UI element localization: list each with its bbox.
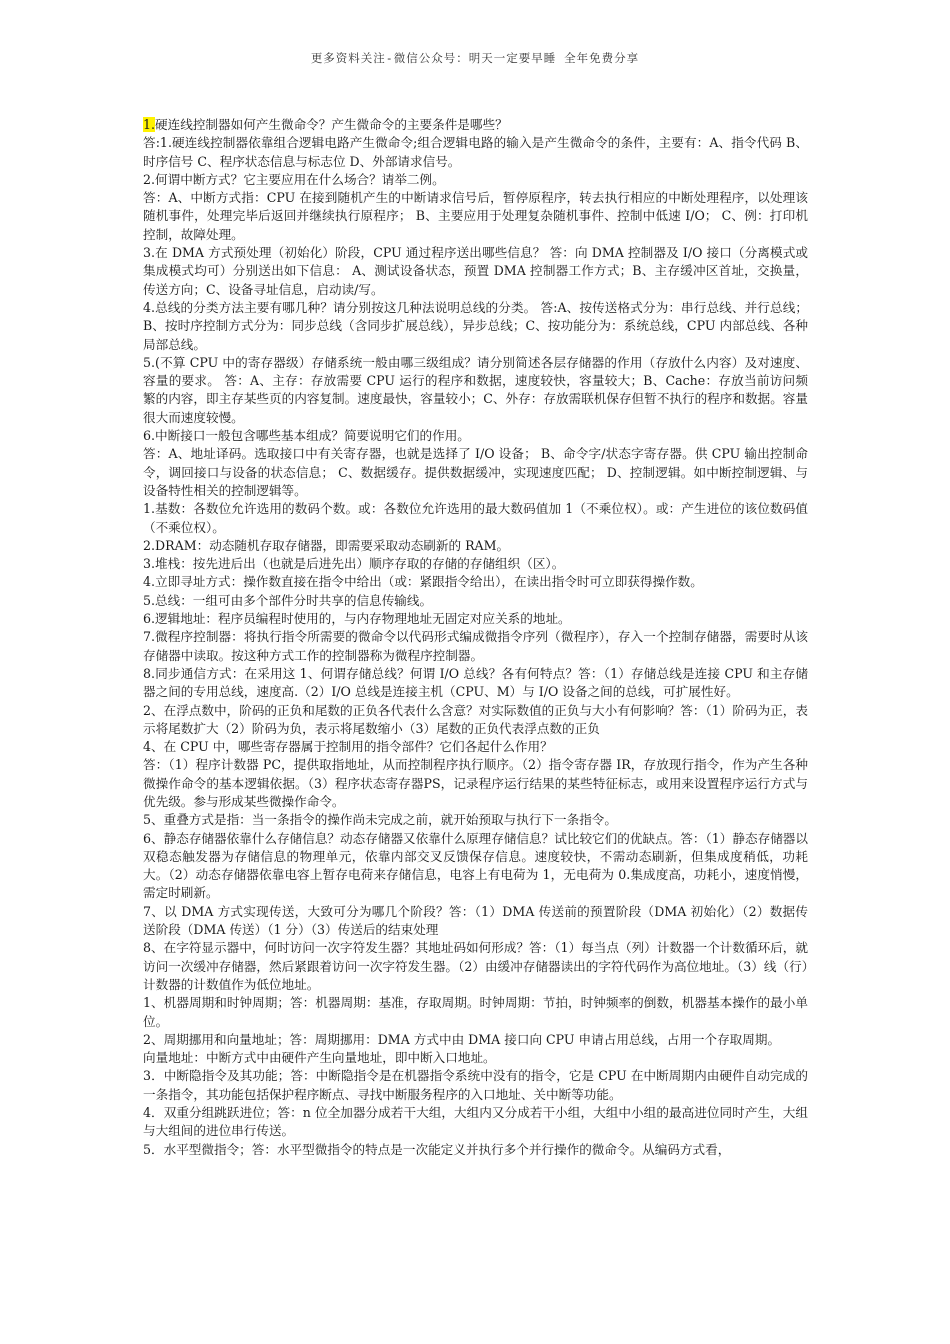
paragraph-text: 中断接口一般包含哪些基本组成？简要说明它们的作用。 <box>155 428 470 444</box>
paragraph-text: 何谓中断方式？它主要应用在什么场合？请举二例。 <box>155 171 445 187</box>
item-number: 4. <box>143 574 156 590</box>
paragraph <box>143 1049 808 1067</box>
paragraph <box>143 1067 808 1104</box>
paragraph <box>143 134 808 171</box>
paragraph <box>143 1031 808 1049</box>
paragraph-text: 硬连线控制器如何产生微命令？产生微命令的主要条件是哪些？ <box>155 117 508 132</box>
paragraph <box>143 537 808 555</box>
paragraph-text: 1、机器周期和时钟周期；答：机器周期：基准，存取周期。时钟周期：节拍，时钟频率的倒数，机器基本操作的最小单位。 <box>143 995 808 1029</box>
paragraph-text: (不算 CPU 中的寄存器级）存储系统一般由哪三级组成？请分别简述各层存储器的作用（存放什么内容）及对速度、容量的要求。 答：A、主存：存放需要 CPU 运行的程序和数据，速度较快，容量较大；B、Cache：存放当前访问频繁的内容，即主存某些页的内容复制。速度最快，容量较小；C、外存：存放需联机保存但暂不执行的程序和数据。容量很大而速度较慢。 <box>143 354 808 425</box>
paragraph-text: 3.堆栈：按先进后出（也就是后进先出）顺序存取的存储的存储组织（区）。 <box>143 556 565 572</box>
paragraph-text: 微程序控制器：将执行指令所需要的微命令以代码形式编成微指令序列（微程序），存入一个控制存储器，需要时从该存储器中读取。按这种方式工作的控制器称为微程序控制器。 <box>143 629 808 663</box>
paragraph <box>143 427 808 445</box>
paragraph-text: 答：A、地址译码。选取接口中有关寄存器，也就是选择了 I/O 设备； B、命令字/状态字寄存器。供 CPU 输出控制命令，调回接口与设备的状态信息； C、数据缓存。提供数据缓冲，实现速度匹配； D、控制逻辑。如中断控制逻辑、与设备特性相关的控制逻辑等。 <box>143 446 808 498</box>
paragraph <box>143 702 808 739</box>
paragraph <box>143 445 808 500</box>
paragraph-text: 逻辑地址：程序员编程时使用的，与内存物理地址无固定对应关系的地址。 <box>155 611 571 627</box>
paragraph <box>143 354 808 427</box>
paragraph <box>143 555 808 573</box>
paragraph-text: 立即寻址方式：操作数直接在指令中给出（或：紧跟指令给出），在读出指令时可立即获得操作数。 <box>155 574 703 590</box>
item-number: 2. <box>143 537 156 553</box>
paragraph <box>143 994 808 1031</box>
item-number: 8. <box>143 665 156 681</box>
paragraph-text: 5、重叠方式是指：当一条指令的操作尚未完成之前，就开始预取与执行下一条指令。 <box>143 812 617 828</box>
item-number: 4. <box>143 299 156 315</box>
paragraph <box>143 665 808 702</box>
paragraph <box>143 1141 808 1159</box>
paragraph-text: 8、在字符显示器中，何时访问一次字符发生器？其地址码如何形成？答：（1）每当点（列）计数器一个计数循环后，就访问一次缓冲存储器，然后紧跟着访问一次字符发生器。（2）由缓冲存储器读出的字符代码作为高位地址。（3）线（行）计数器的计数值作为低位地址。 <box>143 940 808 992</box>
paragraph-text: 总线的分类方法主要有哪几种？请分别按这几种法说明总线的分类。 答:A、按传送格式分为：串行总线、并行总线；B、按时序控制方式分为：同步总线（含同步扩展总线），异步总线；C、按功能分为：系统总线，CPU 内部总线、各种局部总线。 <box>143 299 808 352</box>
paragraph <box>143 756 808 811</box>
item-number: 7. <box>143 629 156 645</box>
page-header: 更多资料关注-微信公众号：明天一定要早睡 全年免费分享 <box>310 51 640 65</box>
paragraph <box>143 830 808 903</box>
paragraph-text: 3．中断隐指令及其功能；答：中断隐指令是在机器指令系统中没有的指令，它是 CPU 在中断周期内由硬件自动完成的一条指令，其功能包括保护程序断点、寻找中断服务程序的入口地址、关中断等功能。 <box>143 1068 808 1102</box>
paragraph <box>143 592 808 610</box>
document-body <box>143 116 808 1159</box>
paragraph <box>143 171 808 189</box>
paragraph-text: 5．水平型微指令；答：水平型微指令的特点是一次能定义并执行多个并行操作的微命令。从编码方式看， <box>143 1141 731 1157</box>
item-number: 1. <box>143 501 156 517</box>
paragraph <box>143 189 808 244</box>
paragraph-text: 基数：各数位允许选用的数码个数。或：各数位允许选用的最大数码值加 1（不乘位权）。或：产生进位的该位数码值（不乘位权）。 <box>143 501 808 535</box>
paragraph <box>143 244 808 299</box>
paragraph <box>143 610 808 628</box>
paragraph <box>143 811 808 829</box>
paragraph-text: 6、静态存储器依靠什么存储信息？动态存储器又依靠什么原理存储信息？试比较它们的优缺点。答：（1）静态存储器以双稳态触发器为存储信息的物理单元，依靠内部交叉反馈保存信息。速度较快，不需动态刷新，但集成度稍低，功耗大。（2）动态存储器依靠电容上暂存电荷来存储信息，电容上有电荷为 1，无电荷为 0.集成度高，功耗小，速度悄慢，需定时刷新。 <box>143 830 808 901</box>
paragraph-text: 答：（1）程序计数器 PC，提供取指地址，从而控制程序执行顺序。（2）指令寄存器 IR，存放现行指令，作为产生各种微操作命令的基本逻辑依据。（3）程序状态寄存器PS，记录程序运行结果的某些特征标志，或用来设置程序运行方式与优先级。参与形成某些微操作命令。 <box>143 757 808 809</box>
paragraph-text: 4．双重分组跳跃进位；答：n 位全加器分成若干大组，大组内又分成若干小组，大组中小组的最高进位同时产生，大组与大组间的进位串行传送。 <box>143 1105 808 1139</box>
paragraph-text: 答:1.硬连线控制器依靠组合逻辑电路产生微命令;组合逻辑电路的输入是产生微命令的条件，主要有：A、指令代码 B、时序信号 C、程序状态信息与标志位 D、外部请求信号。 <box>143 135 808 169</box>
paragraph-text: 2、在浮点数中，阶码的正负和尾数的正负各代表什么含意？对实际数值的正负与大小有何影响？答：（1）阶码为正，表示将尾数扩大（2）阶码为负，表示将尾数缩小（3）尾数的正负代表浮点数的正负 <box>143 702 808 736</box>
paragraph <box>143 1104 808 1141</box>
item-number: 6. <box>143 428 156 444</box>
paragraph <box>143 903 808 940</box>
item-number: 1. <box>143 117 156 132</box>
paragraph-text: 答：A、中断方式指：CPU 在接到随机产生的中断请求信号后，暂停原程序，转去执行相应的中断处理程序，以处理该随机事件，处理完毕后返回并继续执行原程序； B、主要应用于处理复杂随机事件、控制中低速 I/O； C、例：打印机控制，故障处理。 <box>143 190 808 242</box>
paragraph <box>143 500 808 537</box>
paragraph <box>143 738 808 756</box>
paragraph <box>143 939 808 994</box>
paragraph-text: 4、在 CPU 中，哪些寄存器属于控制用的指令部件？它们各起什么作用？ <box>143 739 553 755</box>
item-number: 6. <box>143 611 156 627</box>
paragraph-text: 5.总线：一组可由多个部件分时共享的信息传输线。 <box>143 592 433 608</box>
paragraph <box>143 299 808 354</box>
paragraph <box>143 573 808 591</box>
item-number: 2. <box>143 171 156 187</box>
paragraph-text: 2、周期挪用和向量地址；答：周期挪用：DMA 方式中由 DMA 接口向 CPU 申请占用总线，占用一个存取周期。 <box>143 1031 781 1047</box>
paragraph <box>143 116 808 134</box>
paragraph-text: 在 DMA 方式预处理（初始化）阶段，CPU 通过程序送出哪些信息？ 答：向 DMA 控制器及 I/O 接口（分离模式或集成模式均可）分别送出如下信息： A、测试设备状态，预置 DMA 控制器工作方式；B、主存缓冲区首址，交换量，传送方向；C、设备寻址信息，启动读/写。 <box>143 245 808 297</box>
item-number: 3. <box>143 245 156 261</box>
paragraph-text: DRAM：动态随机存取存储器，即需要采取动态刷新的 RAM。 <box>155 537 510 553</box>
paragraph-text: 同步通信方式：在采用这 1、何谓存储总线？何谓 I/O 总线？各有何特点？答：（1）存储总线是连接 CPU 和主存储器之间的专用总线，速度高.（2）I/O 总线是连接主机（CPU、M）与 I/O 设备之间的总线，可扩展性好。 <box>143 665 808 700</box>
item-number: 5. <box>143 354 156 370</box>
paragraph-text: 向量地址：中断方式中由硬件产生向量地址，即中断入口地址。 <box>143 1050 496 1066</box>
paragraph <box>143 628 808 665</box>
paragraph-text: 7、以 DMA 方式实现传送，大致可分为哪几个阶段？答：（1）DMA 传送前的预置阶段（DMA 初始化）（2）数据传送阶段（DMA 传送）（1 分）（3）传送后的结束处理 <box>143 903 808 938</box>
